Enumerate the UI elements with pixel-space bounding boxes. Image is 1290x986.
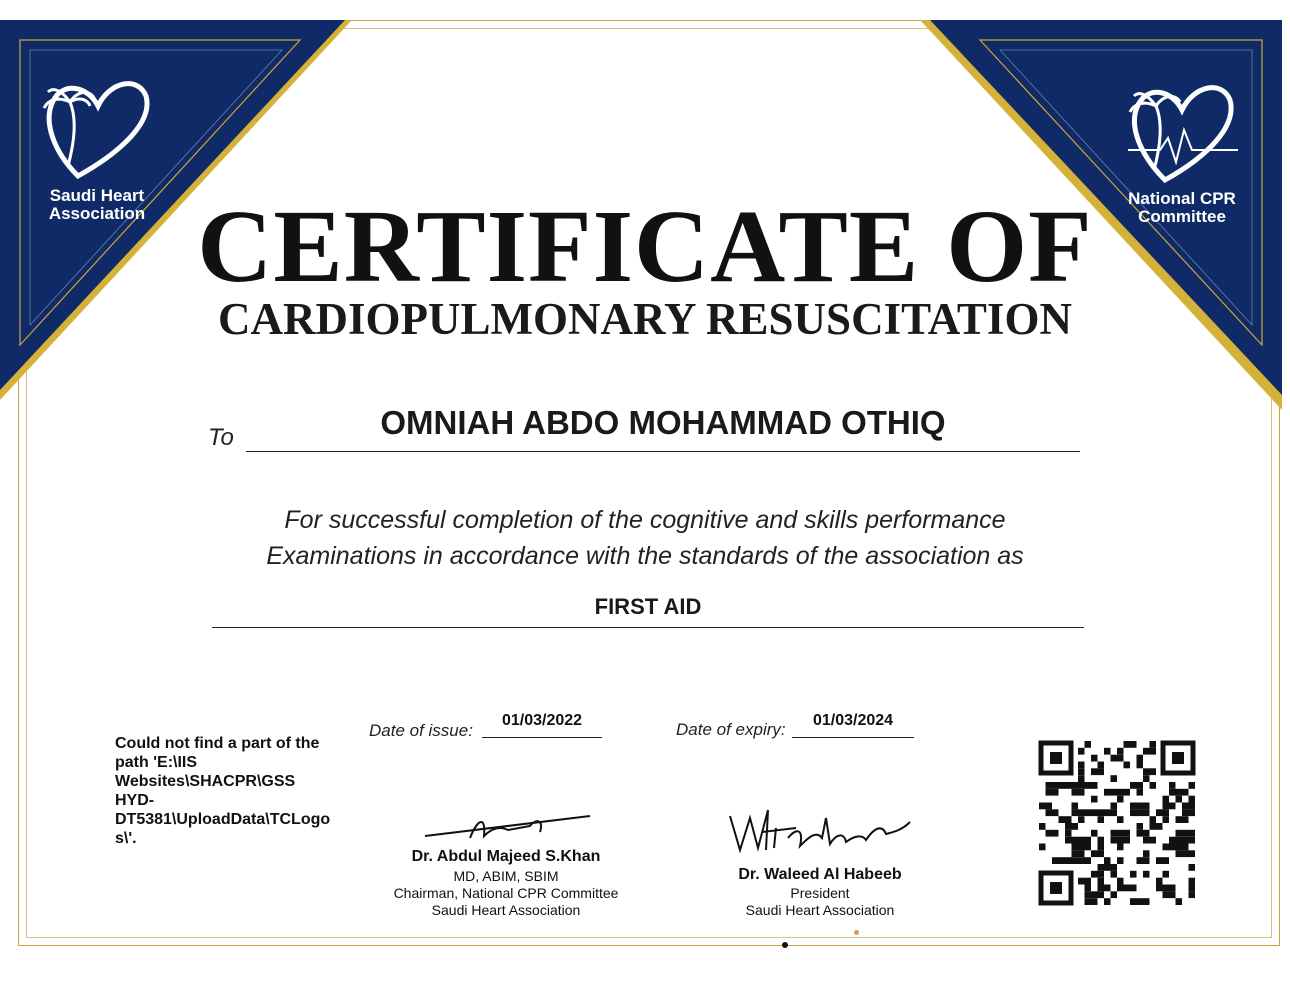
qr-module xyxy=(1182,844,1189,851)
qr-module xyxy=(1091,898,1098,905)
qr-module xyxy=(1130,809,1137,816)
qr-module xyxy=(1137,789,1144,796)
issue-date-value: 01/03/2022 xyxy=(501,712,583,729)
qr-module xyxy=(1124,837,1131,844)
qr-module xyxy=(1163,885,1170,892)
qr-module xyxy=(1078,762,1085,769)
signatory-1-org: Saudi Heart Association xyxy=(431,902,581,918)
qr-module xyxy=(1111,891,1118,898)
qr-module xyxy=(1046,803,1053,810)
qr-module xyxy=(1104,864,1111,871)
signature-1 xyxy=(420,808,600,848)
qr-module xyxy=(1072,857,1079,864)
qr-module xyxy=(1098,850,1105,857)
qr-module xyxy=(1078,809,1085,816)
qr-module xyxy=(1072,803,1079,810)
qr-module xyxy=(1065,830,1072,837)
qr-module xyxy=(1163,803,1170,810)
qr-module xyxy=(1104,789,1111,796)
qr-module xyxy=(1150,741,1157,748)
qr-module xyxy=(1130,741,1137,748)
qr-module xyxy=(1150,748,1157,755)
qr-module xyxy=(1046,782,1053,789)
qr-module xyxy=(1137,830,1144,837)
qr-module xyxy=(1052,789,1059,796)
qr-module xyxy=(1072,837,1079,844)
qr-module xyxy=(1143,850,1150,857)
qr-module xyxy=(1098,871,1105,878)
certificate-subtitle: CARDIOPULMONARY RESUSCITATION xyxy=(218,294,1072,344)
qr-module xyxy=(1046,809,1053,816)
course-underline xyxy=(212,627,1084,628)
qr-code-icon xyxy=(1037,739,1197,907)
qr-module xyxy=(1065,816,1072,823)
qr-module xyxy=(1065,837,1072,844)
left-org-line1: Saudi Heart xyxy=(49,186,145,205)
qr-module xyxy=(1137,755,1144,762)
qr-module xyxy=(1111,803,1118,810)
qr-module xyxy=(1078,789,1085,796)
qr-module xyxy=(1046,830,1053,837)
qr-module xyxy=(1189,796,1196,803)
qr-module xyxy=(1137,809,1144,816)
qr-module xyxy=(1124,741,1131,748)
qr-module xyxy=(1169,803,1176,810)
recipient-underline xyxy=(246,451,1080,452)
signatory-2-name: Dr. Waleed Al Habeeb xyxy=(738,866,902,883)
qr-module xyxy=(1078,748,1085,755)
qr-module xyxy=(1091,830,1098,837)
qr-module xyxy=(1182,789,1189,796)
qr-module xyxy=(1052,809,1059,816)
qr-module xyxy=(1104,885,1111,892)
qr-module xyxy=(1085,837,1092,844)
qr-module xyxy=(1150,782,1157,789)
qr-module xyxy=(1189,878,1196,885)
qr-module xyxy=(1176,816,1183,823)
qr-module xyxy=(1065,857,1072,864)
decorative-dot-gold xyxy=(854,930,859,935)
qr-module xyxy=(1085,741,1092,748)
qr-module xyxy=(1072,809,1079,816)
qr-module xyxy=(1124,830,1131,837)
qr-module xyxy=(1150,837,1157,844)
qr-module xyxy=(1078,782,1085,789)
left-org-line2: Association xyxy=(48,204,146,223)
qr-module xyxy=(1182,803,1189,810)
qr-module xyxy=(1098,864,1105,871)
qr-module xyxy=(1091,755,1098,762)
qr-module xyxy=(1156,823,1163,830)
qr-module xyxy=(1156,857,1163,864)
qr-module xyxy=(1169,885,1176,892)
qr-module xyxy=(1039,803,1046,810)
qr-module xyxy=(1072,782,1079,789)
qr-module xyxy=(1111,789,1118,796)
body-line-2: Examinations in accordance with the standards of the association as xyxy=(266,542,1024,570)
qr-module xyxy=(1117,885,1124,892)
to-label: To xyxy=(208,424,234,451)
expiry-date-value: 01/03/2024 xyxy=(812,712,894,729)
qr-module xyxy=(1098,816,1105,823)
qr-module xyxy=(1176,850,1183,857)
qr-module xyxy=(1091,809,1098,816)
qr-module xyxy=(1111,871,1118,878)
qr-module xyxy=(1137,782,1144,789)
qr-module xyxy=(1098,762,1105,769)
qr-module xyxy=(1078,850,1085,857)
qr-module xyxy=(1111,775,1118,782)
qr-module xyxy=(1189,803,1196,810)
qr-module xyxy=(1072,823,1079,830)
right-org-line1: National CPR xyxy=(1128,189,1236,208)
qr-module xyxy=(1059,782,1066,789)
qr-module xyxy=(1143,803,1150,810)
qr-module xyxy=(1091,891,1098,898)
qr-module xyxy=(1143,871,1150,878)
qr-module xyxy=(1163,816,1170,823)
qr-module xyxy=(1104,898,1111,905)
recipient-name: OMNIAH ABDO MOHAMMAD OTHIQ xyxy=(380,404,946,441)
body-line-1: For successful completion of the cognitive and skills performance xyxy=(284,506,1006,534)
qr-module xyxy=(1091,782,1098,789)
qr-module xyxy=(1078,837,1085,844)
qr-module xyxy=(1137,823,1144,830)
qr-module xyxy=(1117,755,1124,762)
qr-module xyxy=(1189,782,1196,789)
qr-module xyxy=(1059,857,1066,864)
qr-module xyxy=(1085,898,1092,905)
qr-module xyxy=(1085,809,1092,816)
qr-module xyxy=(1169,837,1176,844)
qr-module xyxy=(1143,775,1150,782)
qr-module xyxy=(1163,809,1170,816)
qr-module xyxy=(1078,768,1085,775)
qr-module xyxy=(1091,850,1098,857)
expiry-date-underline xyxy=(792,737,914,738)
right-org-line2: Committee xyxy=(1138,207,1226,226)
qr-module xyxy=(1111,830,1118,837)
qr-module xyxy=(1098,878,1105,885)
qr-module xyxy=(1169,782,1176,789)
qr-module xyxy=(1143,768,1150,775)
signatory-1-name: Dr. Abdul Majeed S.Khan xyxy=(411,848,601,865)
qr-module xyxy=(1176,830,1183,837)
qr-module xyxy=(1104,857,1111,864)
qr-module xyxy=(1137,803,1144,810)
qr-module xyxy=(1150,823,1157,830)
qr-module xyxy=(1176,837,1183,844)
qr-module xyxy=(1078,878,1085,885)
course-name: FIRST AID xyxy=(594,594,702,619)
qr-module xyxy=(1072,789,1079,796)
qr-module xyxy=(1078,775,1085,782)
qr-module xyxy=(1111,837,1118,844)
qr-module xyxy=(1072,850,1079,857)
qr-module xyxy=(1039,844,1046,851)
qr-module xyxy=(1143,748,1150,755)
decorative-dot xyxy=(782,942,788,948)
qr-module xyxy=(1189,864,1196,871)
qr-module xyxy=(1163,844,1170,851)
qr-module xyxy=(1143,830,1150,837)
qr-module xyxy=(1130,782,1137,789)
qr-module xyxy=(1137,898,1144,905)
qr-module xyxy=(1150,816,1157,823)
qr-module xyxy=(1046,789,1053,796)
qr-module xyxy=(1143,898,1150,905)
qr-module xyxy=(1130,803,1137,810)
qr-module xyxy=(1091,768,1098,775)
qr-module xyxy=(1117,748,1124,755)
qr-module xyxy=(1189,891,1196,898)
qr-module xyxy=(1163,871,1170,878)
qr-module xyxy=(1143,837,1150,844)
qr-module xyxy=(1182,830,1189,837)
qr-module xyxy=(1124,885,1131,892)
qr-module xyxy=(1130,898,1137,905)
qr-module xyxy=(1085,782,1092,789)
qr-module xyxy=(1072,844,1079,851)
signatory-2-org: Saudi Heart Association xyxy=(745,902,895,918)
qr-module xyxy=(1098,844,1105,851)
qr-module xyxy=(1052,857,1059,864)
qr-module xyxy=(1156,809,1163,816)
qr-module xyxy=(1078,857,1085,864)
qr-module xyxy=(1143,809,1150,816)
qr-module xyxy=(1176,796,1183,803)
qr-module xyxy=(1169,844,1176,851)
qr-module xyxy=(1176,898,1183,905)
qr-module xyxy=(1182,850,1189,857)
qr-module xyxy=(1104,748,1111,755)
qr-module xyxy=(1078,844,1085,851)
signatory-1-credentials: MD, ABIM, SBIM xyxy=(453,868,559,884)
heart-palm-ecg-logo xyxy=(1120,70,1240,185)
qr-module xyxy=(1163,891,1170,898)
qr-module xyxy=(1117,816,1124,823)
qr-module xyxy=(1156,878,1163,885)
qr-module xyxy=(1091,871,1098,878)
signature-2 xyxy=(726,798,916,858)
qr-module xyxy=(1117,837,1124,844)
qr-module xyxy=(1143,857,1150,864)
qr-module xyxy=(1098,885,1105,892)
qr-module xyxy=(1111,809,1118,816)
qr-module xyxy=(1085,857,1092,864)
qr-module xyxy=(1117,830,1124,837)
qr-module xyxy=(1189,837,1196,844)
heart-palm-logo xyxy=(38,66,153,181)
qr-module xyxy=(1111,864,1118,871)
qr-module xyxy=(1085,844,1092,851)
qr-module xyxy=(1163,796,1170,803)
signatory-2-role: President xyxy=(790,885,850,901)
qr-module xyxy=(1098,891,1105,898)
qr-module xyxy=(1117,789,1124,796)
qr-module xyxy=(1117,857,1124,864)
qr-module xyxy=(1104,809,1111,816)
qr-module xyxy=(1189,885,1196,892)
qr-module xyxy=(1189,850,1196,857)
qr-module xyxy=(1111,755,1118,762)
qr-module xyxy=(1130,885,1137,892)
qr-module xyxy=(1137,762,1144,769)
qr-module xyxy=(1182,816,1189,823)
qr-module xyxy=(1098,809,1105,816)
qr-module xyxy=(1065,782,1072,789)
issue-date-underline xyxy=(482,737,602,738)
qr-module xyxy=(1169,891,1176,898)
qr-module xyxy=(1098,768,1105,775)
qr-module xyxy=(1137,857,1144,864)
certificate-title: CERTIFICATE OF xyxy=(197,189,1093,304)
qr-module xyxy=(1124,762,1131,769)
qr-module xyxy=(1156,885,1163,892)
issue-date-label: Date of issue: xyxy=(369,721,473,740)
qr-module xyxy=(1182,837,1189,844)
qr-module xyxy=(1176,844,1183,851)
qr-module xyxy=(1117,844,1124,851)
qr-module xyxy=(1176,789,1183,796)
qr-module xyxy=(1117,878,1124,885)
qr-module xyxy=(1078,816,1085,823)
qr-module xyxy=(1189,830,1196,837)
logo-error-message: Could not find a part of the path 'E:\IIS Websites\SHACPR\GSS HYD-DT5381\UploadData\TCLogos\'. xyxy=(115,735,331,847)
qr-module xyxy=(1065,823,1072,830)
qr-module xyxy=(1098,837,1105,844)
qr-module xyxy=(1085,878,1092,885)
qr-module xyxy=(1130,871,1137,878)
qr-module xyxy=(1163,857,1170,864)
expiry-date-label: Date of expiry: xyxy=(676,720,786,739)
qr-module xyxy=(1124,789,1131,796)
qr-module xyxy=(1085,891,1092,898)
qr-module xyxy=(1091,796,1098,803)
qr-module xyxy=(1052,782,1059,789)
qr-module xyxy=(1189,809,1196,816)
qr-module xyxy=(1117,796,1124,803)
qr-module xyxy=(1059,816,1066,823)
qr-module xyxy=(1039,823,1046,830)
signatory-1-role: Chairman, National CPR Committee xyxy=(393,885,619,901)
qr-module xyxy=(1052,830,1059,837)
qr-module xyxy=(1169,789,1176,796)
qr-module xyxy=(1085,885,1092,892)
qr-module xyxy=(1182,809,1189,816)
qr-module xyxy=(1150,768,1157,775)
